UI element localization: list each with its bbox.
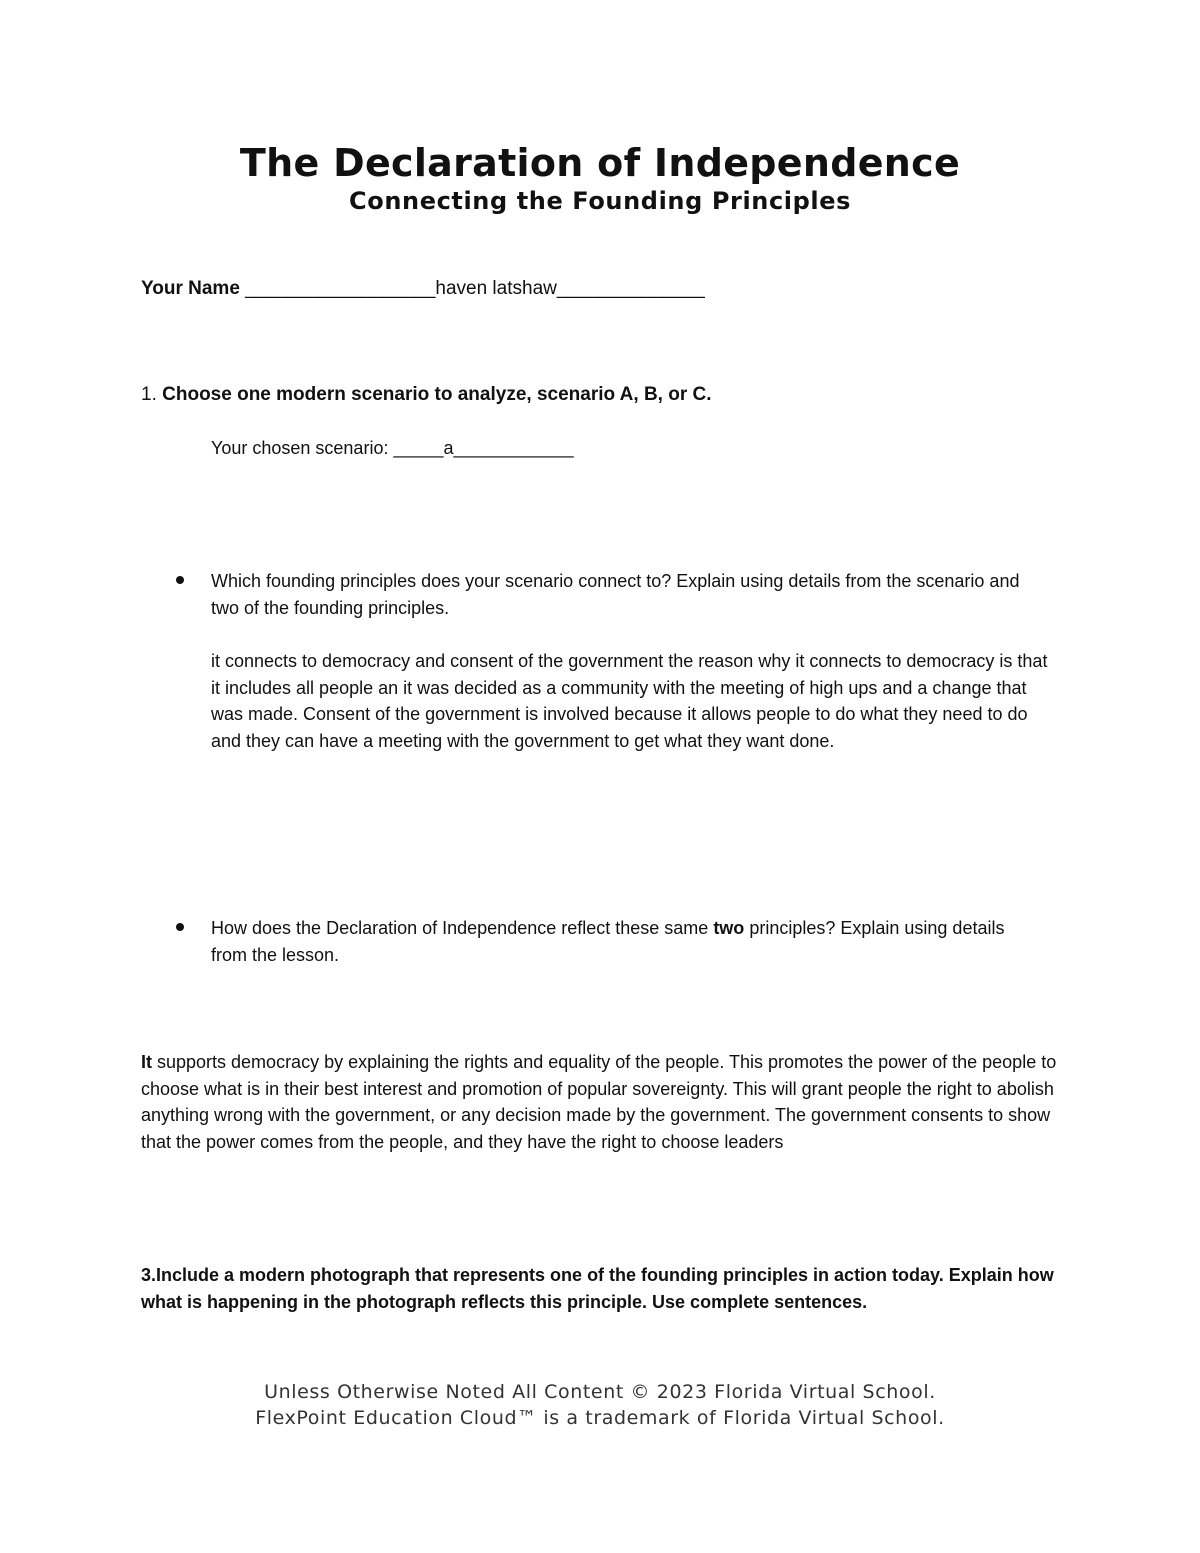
chosen-scenario-field: Your chosen scenario: _____a____________ bbox=[211, 438, 574, 458]
bullet-2-prompt bbox=[211, 915, 1041, 968]
question-1-prompt: Choose one modern scenario to analyze, scenario A, B, or C. bbox=[156, 384, 712, 405]
bullet-2-prompt-after: principles? Explain using details from the lesson. bbox=[211, 918, 1005, 965]
question-1-number: 1. bbox=[141, 384, 157, 405]
page-subtitle: Connecting the Founding Principles bbox=[349, 187, 851, 215]
question-1 bbox=[141, 384, 712, 406]
bullet-2-prompt-emphasis: two bbox=[713, 918, 745, 938]
name-value: __________________haven latshaw______________ bbox=[239, 278, 705, 299]
page-title: The Declaration of Independence bbox=[239, 141, 961, 185]
bullet-1-answer: it connects to democracy and consent of the government the reason why it connects to democracy is that it includes all people an it was decided as a community with the meeting of high ups and a change that was made. Consent of the government is involved because it allows people to do what they need to do and they can have a meeting with the government to get what they want done. bbox=[211, 651, 1048, 751]
name-label: Your Name bbox=[141, 278, 240, 299]
bullet-icon bbox=[176, 576, 184, 584]
bullet-icon bbox=[176, 923, 184, 931]
question-3: 3.Include a modern photograph that represents one of the founding principles in action today. Explain how what is happening in the photograph reflects this principle. Use complete sentences. bbox=[141, 1265, 1054, 1312]
answer-2 bbox=[141, 1049, 1061, 1155]
answer-2-lead: It bbox=[141, 1052, 152, 1072]
name-field bbox=[141, 278, 705, 300]
footer-line-1: Unless Otherwise Noted All Content © 2023 Florida Virtual School. bbox=[264, 1381, 936, 1403]
bullet-1-prompt: Which founding principles does your scenario connect to? Explain using details from the scenario and two of the founding principles. bbox=[211, 571, 1020, 618]
footer-line-2: FlexPoint Education Cloud™ is a trademark of Florida Virtual School. bbox=[255, 1407, 945, 1429]
bullet-2-prompt-before: How does the Declaration of Independence reflect these same bbox=[211, 918, 714, 938]
answer-2-text: supports democracy by explaining the rights and equality of the people. This promotes the power of the people to choose what is in their best interest and promotion of popular sovereignty. This will grant people the right to abolish anything wrong with the government, or any decision made by the government. The government consents to show that the power comes from the people, and they have the right to choose leaders bbox=[141, 1052, 1057, 1152]
copyright-footer bbox=[0, 1379, 1200, 1431]
